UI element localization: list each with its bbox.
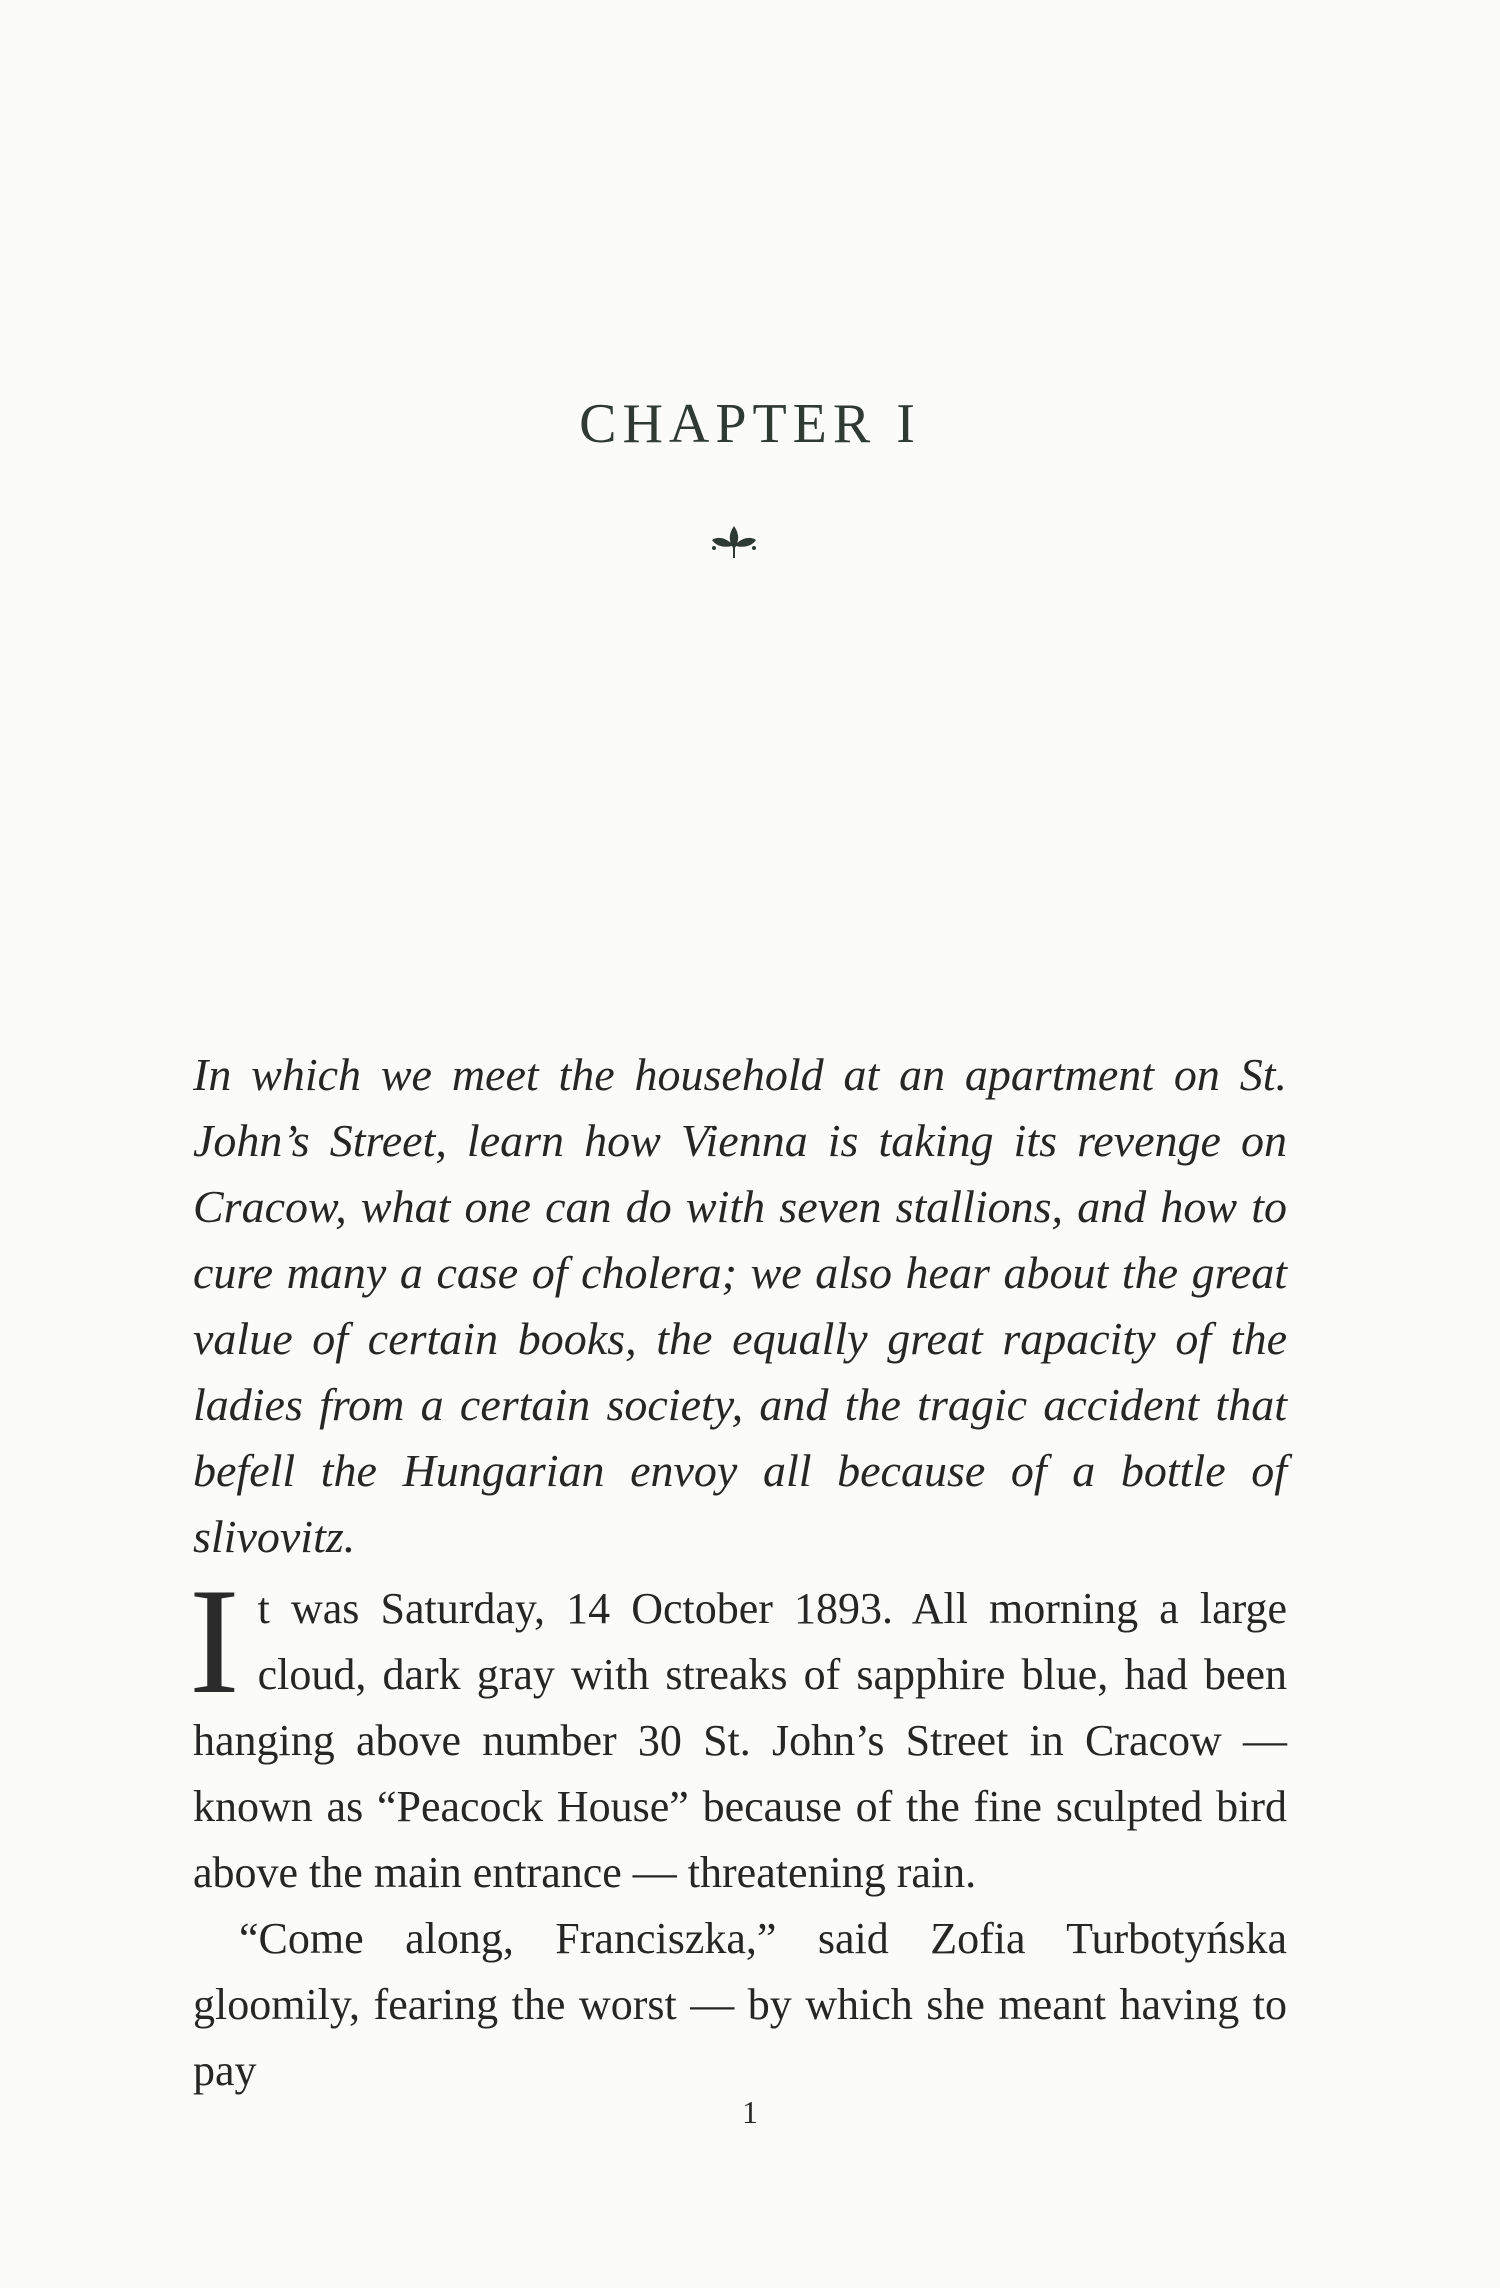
drop-cap: I (189, 1557, 240, 1725)
opening-paragraph (189, 1557, 1287, 1906)
leaf-fleuron-icon (708, 522, 760, 562)
chapter-body (189, 1557, 1287, 2104)
chapter-synopsis: In which we meet the household at an apartment on St. John’s Street, learn how Vienna is taking its revenge on Cracow, what one can do with seven stallions, and how to cure many a case of cholera; we also hear about the great value of certain books, the equally great rapacity of the ladies from a certain society, and the tragic accident that befell the Hungarian envoy all because of a bottle of slivovitz. (193, 1049, 1287, 1562)
second-paragraph: “Come along, Franciszka,” said Zofia Turbotyńska gloomily, fearing the worst — by which she meant having to pay (193, 1914, 1287, 2095)
chapter-title: CHAPTER I (579, 393, 921, 455)
opening-paragraph-text: t was Saturday, 14 October 1893. All morning a large cloud, dark gray with streaks of sapphire blue, had been hanging above number 30 St. John’s Street in Cracow — known as “Peacock House” because of the fine sculpted bird above the main entrance — threatening rain. (193, 1584, 1287, 1897)
page-number: 1 (742, 2094, 758, 2130)
